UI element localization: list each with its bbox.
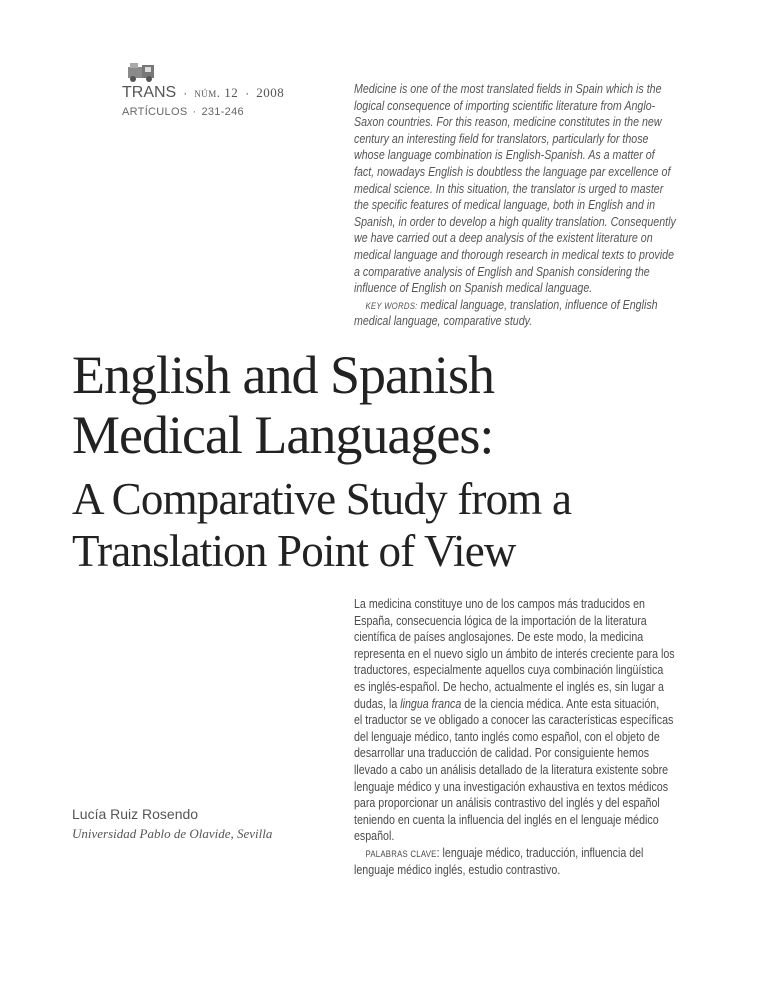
abstract-line: logical consequence of importing scientific literature from Anglo- [354,97,656,113]
abstract-line: español. [354,828,395,844]
abstract-line: La medicina constituye uno de los campos más traducidos en [354,596,645,611]
abstract-line: the specific features of medical language, both in English and in [354,197,656,213]
abstract-line: España, consecuencia lógica de la importación de la literatura [354,612,647,628]
keywords-text: medical language, translation, influence of English [417,296,658,312]
abstract-line: we have carried out a deep analysis of the existent literature on [354,230,653,246]
abstract-line: el traductor se ve obligado a conocer las características específicas [354,712,674,728]
abstract-line: científica de países anglosajones. De este modo, la medicina [354,629,644,645]
author-name: Lucía Ruiz Rosendo [72,806,199,822]
abstract-line: teniendo en cuenta la influencia del inglés en el lenguaje médico [354,811,659,827]
abstract-line: del lenguaje médico, tanto inglés como español, con el objeto de [354,728,660,744]
abstract-line: representa en el nuevo siglo un ámbito de interés creciente para los [354,645,675,661]
keywords-label: PALABRAS CLAVE [365,848,437,860]
truck-logo-icon [127,61,157,83]
issue-year: 2008 [256,85,285,100]
title-line: English and Spanish [72,345,494,405]
abstract-line: fact, nowadays English is doubtless the language par excellence of [354,163,671,179]
abstract-line: Spanish, in order to develop a high quality translation. Consequently [354,213,676,229]
abstract-line [354,696,698,713]
section-name: ARTÍCULOS [122,106,188,118]
text: de la ciencia médica. Ante esta situación, [461,695,660,711]
abstract-line: desarrollar una traducción de calidad. Por consiguiente hemos [354,745,650,761]
abstract-line: Saxon countries. For this reason, medicine constitutes in the new [354,114,662,130]
subtitle-line: A Comparative Study from a [72,474,572,524]
abstract-line: medical language and thorough research in medical texts to provide [354,246,675,262]
section-info: ARTÍCULOS · 231-246 [122,106,244,118]
abstract-line: lenguaje médico y una investigación exhaustiva en textos médicos [354,778,669,794]
keywords-line: medical language, comparative study. [354,313,533,329]
title-line: Medical Languages: [72,405,494,465]
abstract-line: para proporcionar un análisis contrastivo del inglés y del español [354,795,660,811]
abstract-line: whose language combination is English-Spanish. As a matter of [354,147,655,163]
article-title [72,345,571,577]
emphasis: lingua franca [400,695,462,711]
issue-number: núm. 12 [194,85,239,100]
abstract-line: a comparative analysis of English and Spanish considering the [354,263,650,279]
keywords-line [354,845,698,862]
abstract-line: traductores, especialmente aquellos cuya combinación lingüística [354,662,664,678]
keywords-line [354,297,698,314]
subtitle-line: Translation Point of View [72,526,516,576]
keywords-text: : lenguaje médico, traducción, influencia del [436,844,644,860]
page-range: 231-246 [201,106,244,118]
abstract-line: influence of English on Spanish medical language. [354,280,593,296]
abstract-line: Medicine is one of the most translated fields in Spain which is the [354,81,662,96]
text: dudas, la [354,695,401,711]
abstract-line: llevado a cabo un análisis detallado de la literatura existente sobre [354,761,669,777]
abstract-line: medical science. In this situation, the translator is urged to master [354,180,664,196]
abstract-english [354,81,698,330]
abstract-spanish [354,596,698,878]
journal-header: TRANS · núm. 12 · 2008 [122,84,285,101]
keywords-line: lenguaje médico inglés, estudio contrastivo. [354,861,561,877]
keywords-label: KEY WORDS: [365,300,418,312]
author-affiliation: Universidad Pablo de Olavide, Sevilla [72,826,273,841]
abstract-line: es inglés-español. De hecho, actualmente el inglés es, sin lugar a [354,678,664,694]
journal-name: TRANS [122,84,177,101]
abstract-line: century an interesting field for translators, particularly for those [354,130,649,146]
